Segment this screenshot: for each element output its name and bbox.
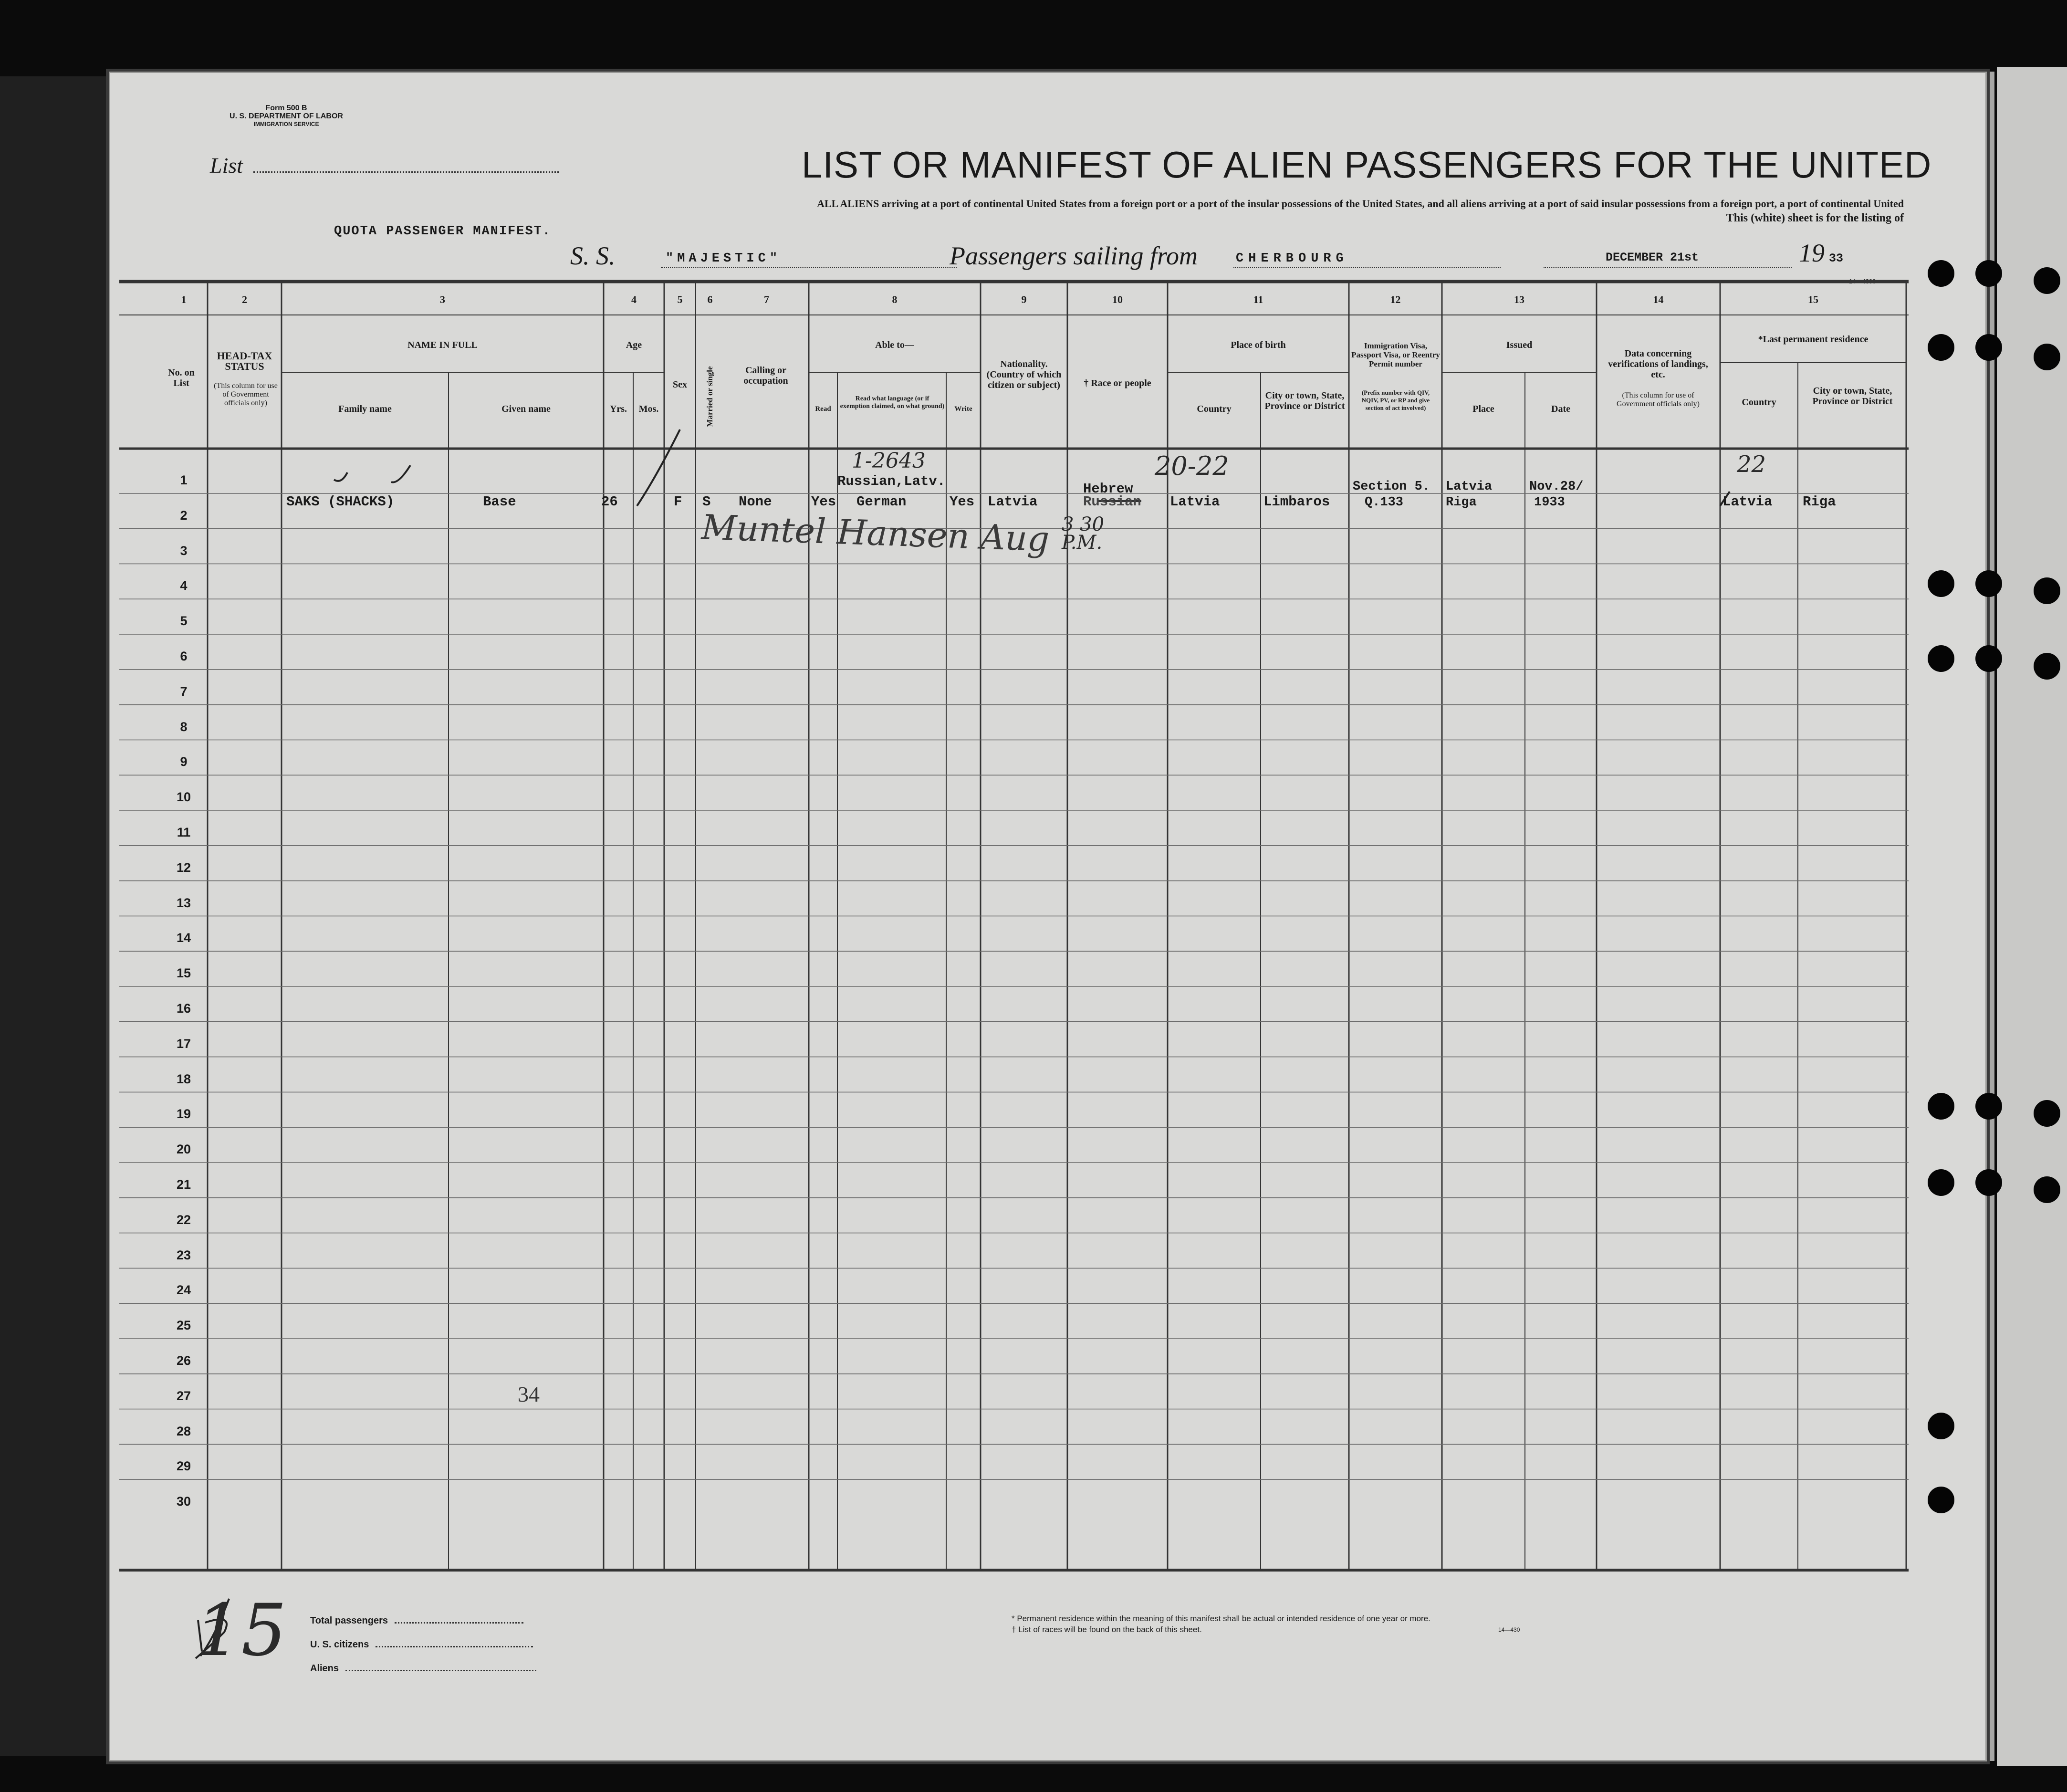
row-number: 27 xyxy=(176,1388,191,1403)
row-number: 17 xyxy=(176,1036,191,1051)
residence-footnote: * Permanent residence within the meaning of this manifest shall be actual or intended residence of one year or more. xyxy=(1012,1614,1430,1623)
sailing-date: DECEMBER 21st xyxy=(1606,251,1699,264)
header-verifications-note: (This column for use of Government officials only) xyxy=(1617,391,1700,408)
row-number: 20 xyxy=(176,1142,191,1157)
header-no-on-list: No. on List xyxy=(168,367,195,388)
us-citizens-label xyxy=(310,1639,533,1650)
header-issued-date: Date xyxy=(1551,404,1570,414)
us-citizens-line xyxy=(376,1646,533,1647)
column-number: 2 xyxy=(242,293,247,305)
total-passengers-text: Total passengers xyxy=(310,1615,388,1626)
row-number: 9 xyxy=(180,755,188,769)
ship-prefix: S. S. xyxy=(570,241,616,270)
header-head-tax-status: HEAD-TAX STATUS xyxy=(217,350,272,372)
age-years-value: 26 xyxy=(601,494,618,510)
row-number: 4 xyxy=(180,578,188,593)
header-read: Read xyxy=(815,405,831,413)
header-visa-note: (Prefix number with QIV, NQIV, PV, or RP and give section of act involved) xyxy=(1361,389,1430,411)
header-calling: Calling or occupation xyxy=(743,365,788,386)
stamp-number: 34 xyxy=(518,1382,540,1406)
issued-place-line-2: Riga xyxy=(1446,495,1477,510)
residence-city-value: Riga xyxy=(1803,494,1836,510)
form-number: Form 500 B xyxy=(265,104,307,112)
aliens-label xyxy=(310,1663,536,1674)
column-number: 6 xyxy=(707,293,713,305)
row-number: 14 xyxy=(176,931,191,945)
handwritten-language-code: 1-2643 xyxy=(852,449,926,473)
column-number: 14 xyxy=(1653,293,1664,305)
row-number: 2 xyxy=(180,508,188,523)
header-nationality: Nationality. (Country of which citizen or subject) xyxy=(986,359,1062,390)
column-number: 3 xyxy=(440,293,445,305)
birth-city-value: Limbaros xyxy=(1263,494,1330,510)
handwritten-residence-code: 22 xyxy=(1737,451,1766,478)
header-write: Write xyxy=(954,405,972,413)
visa-line-1: Section 5. xyxy=(1353,480,1430,494)
read-value: Yes xyxy=(811,494,836,510)
row-number: 30 xyxy=(176,1494,191,1509)
list-label-text: List xyxy=(210,153,243,178)
header-name-in-full: NAME IN FULL xyxy=(407,340,478,350)
header-married-or-single: Married or single xyxy=(705,366,714,427)
residence-country-value: Latvia xyxy=(1722,494,1773,510)
subtitle-line-2: This (white) sheet is for the listing of xyxy=(1726,212,1904,224)
row-lines xyxy=(119,493,1909,1479)
issued-place-line-1: Latvia xyxy=(1446,480,1493,494)
subtitle-line-1: ALL ALIENS arriving at a port of continental United States from a foreign port or a port of the insular possessions of the United States, and all aliens arriving at a port of said insular possessions from a foreign port, a port of continental United xyxy=(817,198,1904,210)
header-visa: Immigration Visa, Passport Visa, or Reentry Permit number xyxy=(1351,341,1440,368)
service-name: IMMIGRATION SERVICE xyxy=(253,121,319,127)
row-number: 11 xyxy=(177,825,191,839)
language-line-2: German xyxy=(856,494,907,510)
row-number: 25 xyxy=(176,1318,191,1333)
races-footnote: † List of races will be found on the back of this sheet. xyxy=(1012,1625,1202,1634)
header-yrs: Yrs. xyxy=(609,404,627,414)
row-number: 5 xyxy=(180,614,188,629)
header-sex: Sex xyxy=(673,379,687,390)
marital-value: S xyxy=(702,494,711,510)
row-number: 1 xyxy=(180,473,188,487)
column-number: 15 xyxy=(1808,293,1818,305)
row-number: 12 xyxy=(176,860,191,875)
occupation-value: None xyxy=(739,494,772,510)
header-last-residence: *Last permanent residence xyxy=(1758,334,1869,345)
header-family-name: Family name xyxy=(338,404,392,414)
year-suffix: 33 xyxy=(1829,252,1844,265)
header-res-country: Country xyxy=(1742,397,1776,408)
row-number: 21 xyxy=(176,1177,191,1192)
aliens-text: Aliens xyxy=(310,1663,339,1674)
row-number: 19 xyxy=(176,1107,191,1121)
issued-date-line-1: Nov.28/ xyxy=(1529,480,1584,494)
page-mark: 14—4300 xyxy=(1849,278,1876,285)
header-read-language: Read what language (or if exemption claimed, on what ground) xyxy=(840,395,945,410)
nationality-value: Latvia xyxy=(988,494,1038,510)
total-passengers-label xyxy=(310,1615,523,1626)
row-number: 13 xyxy=(176,895,191,910)
row-number: 29 xyxy=(176,1459,191,1474)
column-number: 1 xyxy=(181,293,187,305)
row-number: 22 xyxy=(176,1212,191,1227)
given-name-value: Base xyxy=(483,494,516,510)
row-number: 28 xyxy=(176,1424,191,1438)
manifest-type: QUOTA PASSENGER MANIFEST. xyxy=(334,224,552,239)
birth-country-value: Latvia xyxy=(1170,494,1220,510)
header-head-tax-note: (This column for use of Government officials only) xyxy=(214,382,278,407)
header-issued: Issued xyxy=(1506,340,1533,350)
visa-line-2: Q.133 xyxy=(1365,495,1404,510)
column-number: 11 xyxy=(1253,293,1263,305)
header-res-city: City or town, State, Province or District xyxy=(1812,386,1893,407)
print-code: 14—430 xyxy=(1498,1626,1520,1633)
row-number: 26 xyxy=(176,1353,191,1368)
row-number: 18 xyxy=(176,1071,191,1086)
ship-name: "MAJESTIC" xyxy=(666,252,782,266)
column-number: 9 xyxy=(1021,293,1027,305)
row-number: 24 xyxy=(176,1283,191,1298)
column-number: 13 xyxy=(1514,293,1524,305)
handwritten-marks xyxy=(196,430,1730,1658)
sailing-port: CHERBOURG xyxy=(1236,252,1348,266)
header-issued-place: Place xyxy=(1472,404,1494,414)
row-number: 23 xyxy=(176,1247,191,1262)
sex-value: F xyxy=(674,494,682,510)
handwritten-signature: Muntel Hansen Aug xyxy=(700,507,1050,559)
handwritten-time: 3 30 P.M. xyxy=(1062,513,1105,554)
year-prefix: 19 xyxy=(1799,239,1825,267)
column-number: 7 xyxy=(764,293,769,305)
header-birth-city: City or town, State, Province or District xyxy=(1264,390,1345,411)
header-birth-country: Country xyxy=(1197,404,1232,414)
header-age: Age xyxy=(626,340,642,350)
department-name: U. S. DEPARTMENT OF LABOR xyxy=(230,112,343,120)
manifest-title: LIST OR MANIFEST OF ALIEN PASSENGERS FOR THE UNITED xyxy=(802,144,1932,186)
row-number: 7 xyxy=(180,684,188,699)
column-number: 12 xyxy=(1390,293,1401,305)
family-name-value: SAKS (SHACKS) xyxy=(286,494,395,510)
column-number: 5 xyxy=(677,293,683,305)
issued-date-line-2: 1933 xyxy=(1534,495,1565,510)
header-race: † Race or people xyxy=(1084,378,1151,388)
header-given-name: Given name xyxy=(501,404,551,414)
header-place-of-birth: Place of birth xyxy=(1231,340,1286,350)
us-citizens-text: U. S. citizens xyxy=(310,1639,369,1650)
row-number: 15 xyxy=(176,966,191,981)
row-number: 3 xyxy=(180,543,188,558)
write-value: Yes xyxy=(950,494,975,510)
column-number: 4 xyxy=(631,293,637,305)
column-number: 8 xyxy=(892,293,898,305)
handwritten-birth-code: 20-22 xyxy=(1155,451,1229,481)
header-mos: Mos. xyxy=(638,404,659,414)
row-number: 6 xyxy=(180,649,188,663)
aliens-line xyxy=(345,1670,536,1671)
handwritten-page-count: 15 xyxy=(196,1589,287,1672)
row-number: 10 xyxy=(176,790,191,805)
total-passengers-line xyxy=(395,1622,523,1624)
row-number: 16 xyxy=(176,1001,191,1016)
race-struck-value: Russian xyxy=(1083,494,1141,510)
header-verifications: Data concerning verifications of landings, etc. xyxy=(1608,348,1708,380)
row-number: 8 xyxy=(180,719,188,734)
header-able-to: Able to— xyxy=(875,340,914,350)
column-number: 10 xyxy=(1112,293,1123,305)
sailing-label: Passengers sailing from xyxy=(950,241,1198,270)
race-value: Hebrew xyxy=(1083,481,1133,497)
language-line-1: Russian,Latv. xyxy=(837,473,946,489)
